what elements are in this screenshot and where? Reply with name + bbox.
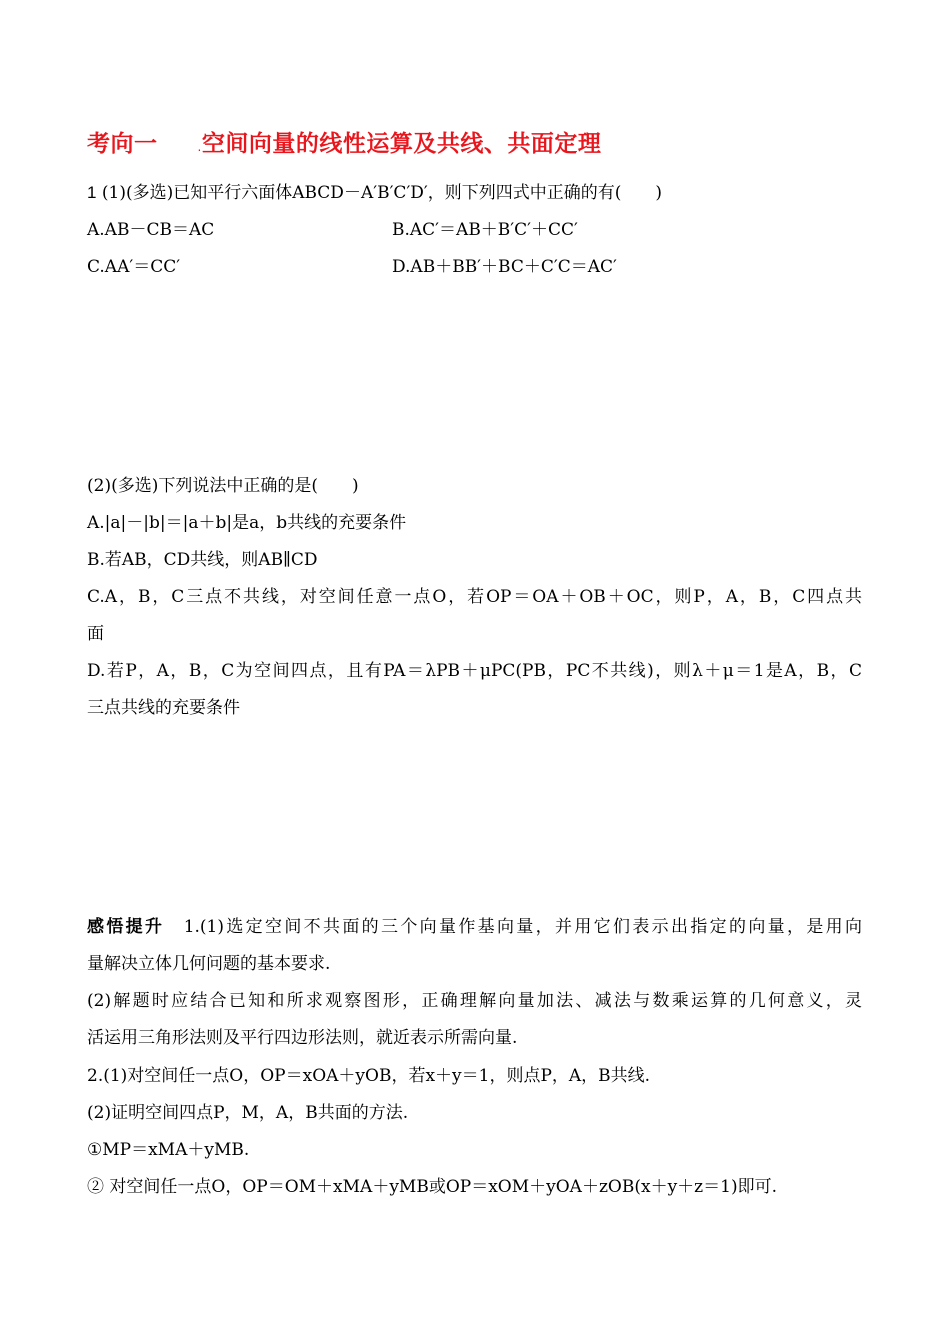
question-number: 1 (87, 183, 97, 202)
q1-part1-option-c: C.AA′＝CC′ (87, 257, 181, 277)
q1-part2-option-c-line2: 面 (87, 624, 104, 644)
q1-part1-stem-line (87, 182, 662, 204)
insight-text-1: 1.(1)选定空间不共面的三个向量作基向量，并用它们表示出指定的向量，是用向 (183, 917, 863, 937)
insight-line-8: ② 对空间任一点O，OP＝OM＋xMA＋yMB或OP＝xOM＋yOA＋zOB(x＋y＋z＝1)即可. (87, 1177, 777, 1197)
insight-line-2: 量解决立体几何问题的基本要求. (87, 954, 331, 974)
q1-part1-option-a: A.AB－CB＝AC (87, 220, 215, 240)
q1-part1-stem: (1)(多选)已知平行六面体ABCD－A′B′C′D′，则下列四式中正确的有( ) (101, 183, 663, 203)
insight-line-7: ①MP＝xMA＋yMB. (87, 1140, 250, 1160)
q1-part2-option-b: B.若AB，CD共线，则AB∥CD (87, 550, 318, 570)
insight-line-1 (87, 916, 862, 938)
q1-part1-option-b: B.AC′＝AB＋B′C′＋CC′ (392, 220, 578, 240)
q1-part2-stem: (2)(多选)下列说法中正确的是( ) (87, 476, 359, 496)
section-title (87, 125, 601, 158)
section-title-text: 空间向量的线性运算及共线、共面定理 (201, 131, 602, 157)
q1-part2-option-a: A.|a|－|b|＝|a＋b|是a，b共线的充要条件 (87, 513, 407, 533)
q1-part2-option-c-line1: C.A，B，C三点不共线，对空间任意一点O，若OP＝OA＋OB＋OC，则P，A，B，C四点共 (87, 587, 862, 607)
q1-part2-option-d-line2: 三点共线的充要条件 (87, 698, 240, 718)
section-title-dot: . (197, 140, 202, 154)
insight-line-4: 活运用三角形法则及平行四边形法则，就近表示所需向量. (87, 1028, 518, 1048)
insight-label: 感悟提升 (87, 917, 165, 937)
section-title-label: 考向一 (87, 131, 158, 157)
insight-line-3: (2)解题时应结合已知和所求观察图形，正确理解向量加法、减法与数乘运算的几何意义，灵 (87, 991, 862, 1011)
insight-line-6: (2)证明空间四点P，M，A，B共面的方法. (87, 1103, 409, 1123)
insight-line-5: 2.(1)对空间任一点O，OP＝xOA＋yOB，若x＋y＝1，则点P，A，B共线. (87, 1066, 651, 1086)
q1-part2-option-d-line1: D.若P，A，B，C为空间四点，且有PA＝λPB＋μPC(PB，PC不共线)，则λ＋μ＝1是A，B，C (87, 661, 862, 681)
q1-part1-option-d: D.AB＋BB′＋BC＋C′C＝AC′ (392, 257, 617, 277)
